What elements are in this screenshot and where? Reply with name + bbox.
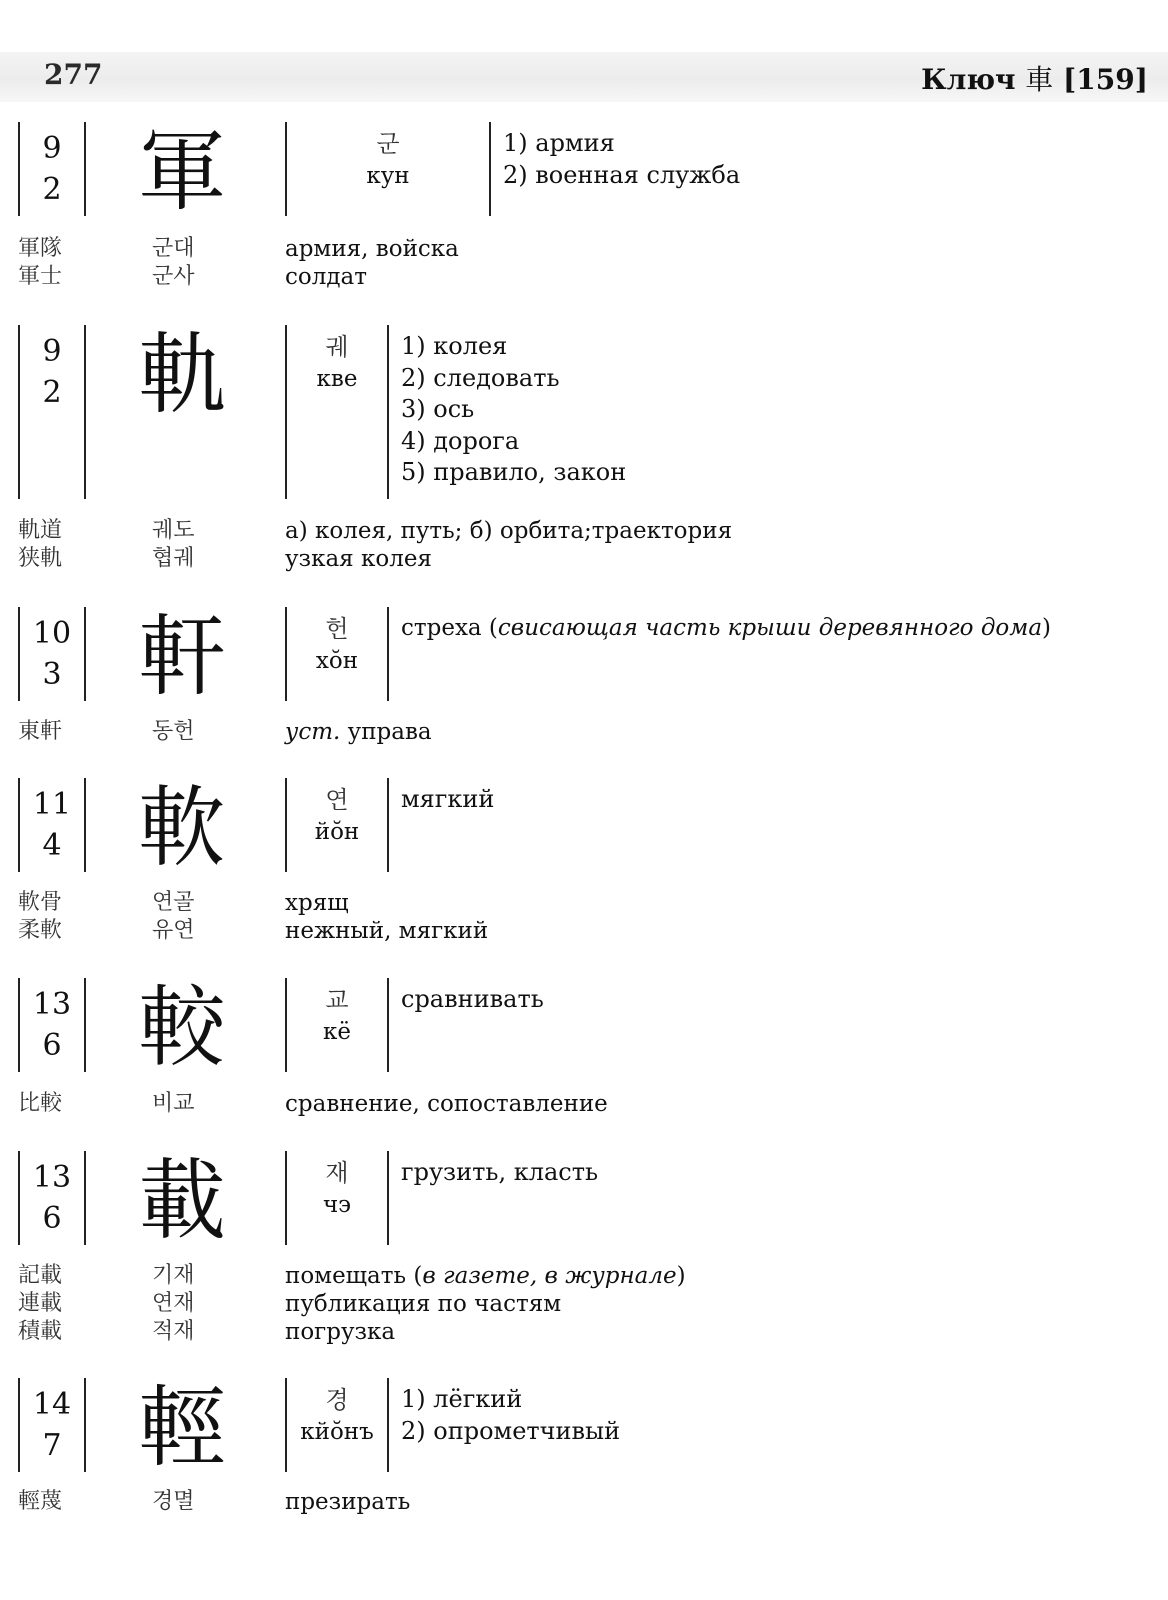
compound-hangul: 경멸 [152, 1489, 195, 1514]
compound-meaning [285, 718, 432, 746]
compound-hanja: 積載 [18, 1319, 63, 1344]
extra-strokes: 2 [42, 375, 62, 410]
compound-hangul: 비교 [152, 1091, 195, 1116]
russian-transcription: хŏн [315, 648, 359, 674]
total-strokes: 9 [42, 334, 62, 369]
compound-meaning-text: помещать ( [285, 1263, 423, 1289]
compound-list [0, 1488, 1168, 1516]
compound-meaning: сравнение, сопоставление [285, 1091, 608, 1117]
hangul-reading: 헌 [325, 615, 349, 643]
stroke-count-box [18, 1151, 86, 1245]
compound-hanja: 比較 [18, 1091, 63, 1116]
compound-hanja: 輕蔑 [18, 1489, 63, 1514]
headword-hanja: 軟 [138, 776, 227, 879]
total-strokes: 11 [32, 787, 72, 822]
compound-meaning [285, 1262, 686, 1290]
compound-row [0, 235, 1168, 263]
compound-hanja: 記載 [18, 1263, 63, 1288]
compound-hangul: 연재 [152, 1291, 195, 1316]
compound-row [0, 263, 1168, 291]
meaning-item: 1) лёгкий [401, 1385, 523, 1413]
compound-meaning: погрузка [285, 1319, 396, 1345]
compound-meaning: презирать [285, 1489, 411, 1515]
compound-row [0, 889, 1168, 917]
meaning-item: 2) военная служба [503, 160, 741, 189]
compound-meaning: армия, войска [285, 236, 459, 262]
compound-hangul: 유연 [152, 918, 195, 943]
compound-row [0, 1090, 1168, 1118]
stroke-count-box [18, 778, 86, 872]
compound-hanja: 狭軌 [18, 546, 63, 571]
compound-hangul: 협궤 [152, 546, 195, 571]
compound-hanja: 軟骨 [18, 890, 63, 915]
meaning-item: мягкий [401, 785, 495, 813]
meaning-text: стреха ( [401, 615, 498, 641]
compound-row [0, 517, 1168, 545]
meaning-item: 2) следовать [401, 363, 560, 392]
compound-row [0, 917, 1168, 945]
reading-box [285, 1378, 389, 1472]
compound-meaning: солдат [285, 264, 367, 290]
stroke-count-box [18, 978, 86, 1072]
compound-hanja: 連載 [18, 1291, 63, 1316]
reading-box [285, 325, 389, 499]
russian-transcription: йŏн [314, 819, 360, 845]
meanings-list [401, 1157, 598, 1189]
compound-meaning: а) колея, путь; б) орбита;траектория [285, 518, 733, 544]
compound-list [0, 235, 1168, 291]
headword-hanja: 軌 [138, 323, 227, 426]
compound-meaning-text: управа [340, 719, 432, 745]
meaning-item: 1) армия [503, 129, 615, 157]
compound-hangul: 연골 [152, 890, 195, 915]
compound-hangul: 동헌 [152, 719, 195, 744]
compound-row [0, 545, 1168, 573]
meaning-item: сравнивать [401, 985, 544, 1013]
headword-hanja: 軍 [138, 120, 227, 223]
extra-strokes: 2 [42, 172, 62, 207]
extra-strokes: 6 [42, 1028, 62, 1063]
hangul-reading: 교 [325, 986, 349, 1014]
compound-hanja: 東軒 [18, 719, 63, 744]
headword-hanja: 載 [138, 1149, 227, 1252]
compound-hangul: 군사 [152, 264, 195, 289]
meanings-list [503, 128, 740, 191]
compound-hanja: 軌道 [18, 518, 63, 543]
stroke-count-box [18, 607, 86, 701]
meaning-item: 3) ось [401, 395, 475, 423]
extra-strokes: 6 [42, 1201, 62, 1236]
russian-transcription: кун [366, 163, 410, 189]
total-strokes: 13 [32, 1160, 72, 1195]
meanings-list [401, 1384, 620, 1447]
compound-list [0, 1262, 1168, 1346]
meanings-list [401, 331, 626, 489]
russian-transcription: кве [316, 366, 358, 392]
hangul-reading: 연 [325, 786, 349, 814]
meaning-item: 2) опрометчивый [401, 1416, 621, 1445]
reading-box [285, 1151, 389, 1245]
compound-meaning: публикация по частям [285, 1291, 562, 1317]
compound-hangul: 군대 [152, 236, 195, 261]
compound-list [0, 517, 1168, 573]
russian-transcription: кё [323, 1019, 351, 1045]
headword-hanja: 較 [138, 976, 227, 1079]
compound-hangul: 적재 [152, 1319, 195, 1344]
meanings-list [401, 784, 494, 816]
compound-hangul: 궤도 [152, 518, 195, 543]
compound-row [0, 1488, 1168, 1516]
compound-row [0, 1262, 1168, 1290]
meanings-list [401, 984, 544, 1016]
key-number: [159] [1063, 63, 1148, 96]
extra-strokes: 7 [42, 1428, 62, 1463]
compound-list [0, 1090, 1168, 1118]
reading-box [285, 978, 389, 1072]
compound-hangul: 기재 [152, 1263, 195, 1288]
stroke-count-box [18, 1378, 86, 1472]
reading-box [285, 778, 389, 872]
total-strokes: 10 [32, 616, 72, 651]
compound-hanja: 柔軟 [18, 918, 63, 943]
meaning-item: 1) колея [401, 332, 508, 360]
meaning-gloss: свисающая часть крыши деревянного дома [497, 615, 1043, 641]
extra-strokes: 3 [42, 657, 62, 692]
radical-key-heading [921, 58, 1148, 98]
compound-meaning: узкая колея [285, 546, 432, 572]
compound-row [0, 1290, 1168, 1318]
meaning-item: грузить, класть [401, 1158, 599, 1186]
usage-gloss: в газете, в журнале [422, 1263, 677, 1289]
usage-label: уст. [285, 719, 341, 745]
reading-box [285, 607, 389, 701]
hangul-reading: 재 [325, 1159, 349, 1187]
russian-transcription: чэ [322, 1192, 352, 1218]
meaning-item: 4) дорога [401, 426, 520, 455]
total-strokes: 14 [32, 1387, 72, 1422]
compound-row [0, 718, 1168, 746]
headword-hanja: 軒 [138, 605, 227, 708]
reading-box [285, 122, 491, 216]
compound-list [0, 889, 1168, 945]
headword-hanja: 輕 [138, 1376, 227, 1479]
compound-meaning: хрящ [285, 890, 349, 916]
russian-transcription: кйŏнъ [300, 1419, 374, 1445]
meaning-item [401, 613, 1051, 645]
compound-row [0, 1318, 1168, 1346]
total-strokes: 9 [42, 131, 62, 166]
compound-list [0, 718, 1168, 746]
hangul-reading: 경 [325, 1386, 349, 1414]
compound-meaning: нежный, мягкий [285, 918, 489, 944]
stroke-count-box [18, 325, 86, 499]
compound-hanja: 軍隊 [18, 236, 63, 261]
meanings-list [401, 613, 1051, 645]
stroke-count-box [18, 122, 86, 216]
hangul-reading: 궤 [325, 333, 349, 361]
extra-strokes: 4 [42, 828, 62, 863]
total-strokes: 13 [32, 987, 72, 1022]
compound-hanja: 軍士 [18, 264, 63, 289]
meaning-item: 5) правило, закон [401, 458, 627, 486]
key-hanja: 車 [1025, 63, 1054, 96]
hangul-reading: 군 [376, 130, 400, 158]
compound-meaning-end: ) [676, 1263, 686, 1289]
key-label: Ключ [921, 63, 1016, 96]
page-number: 277 [44, 58, 103, 91]
meaning-text-end: ) [1042, 615, 1052, 641]
